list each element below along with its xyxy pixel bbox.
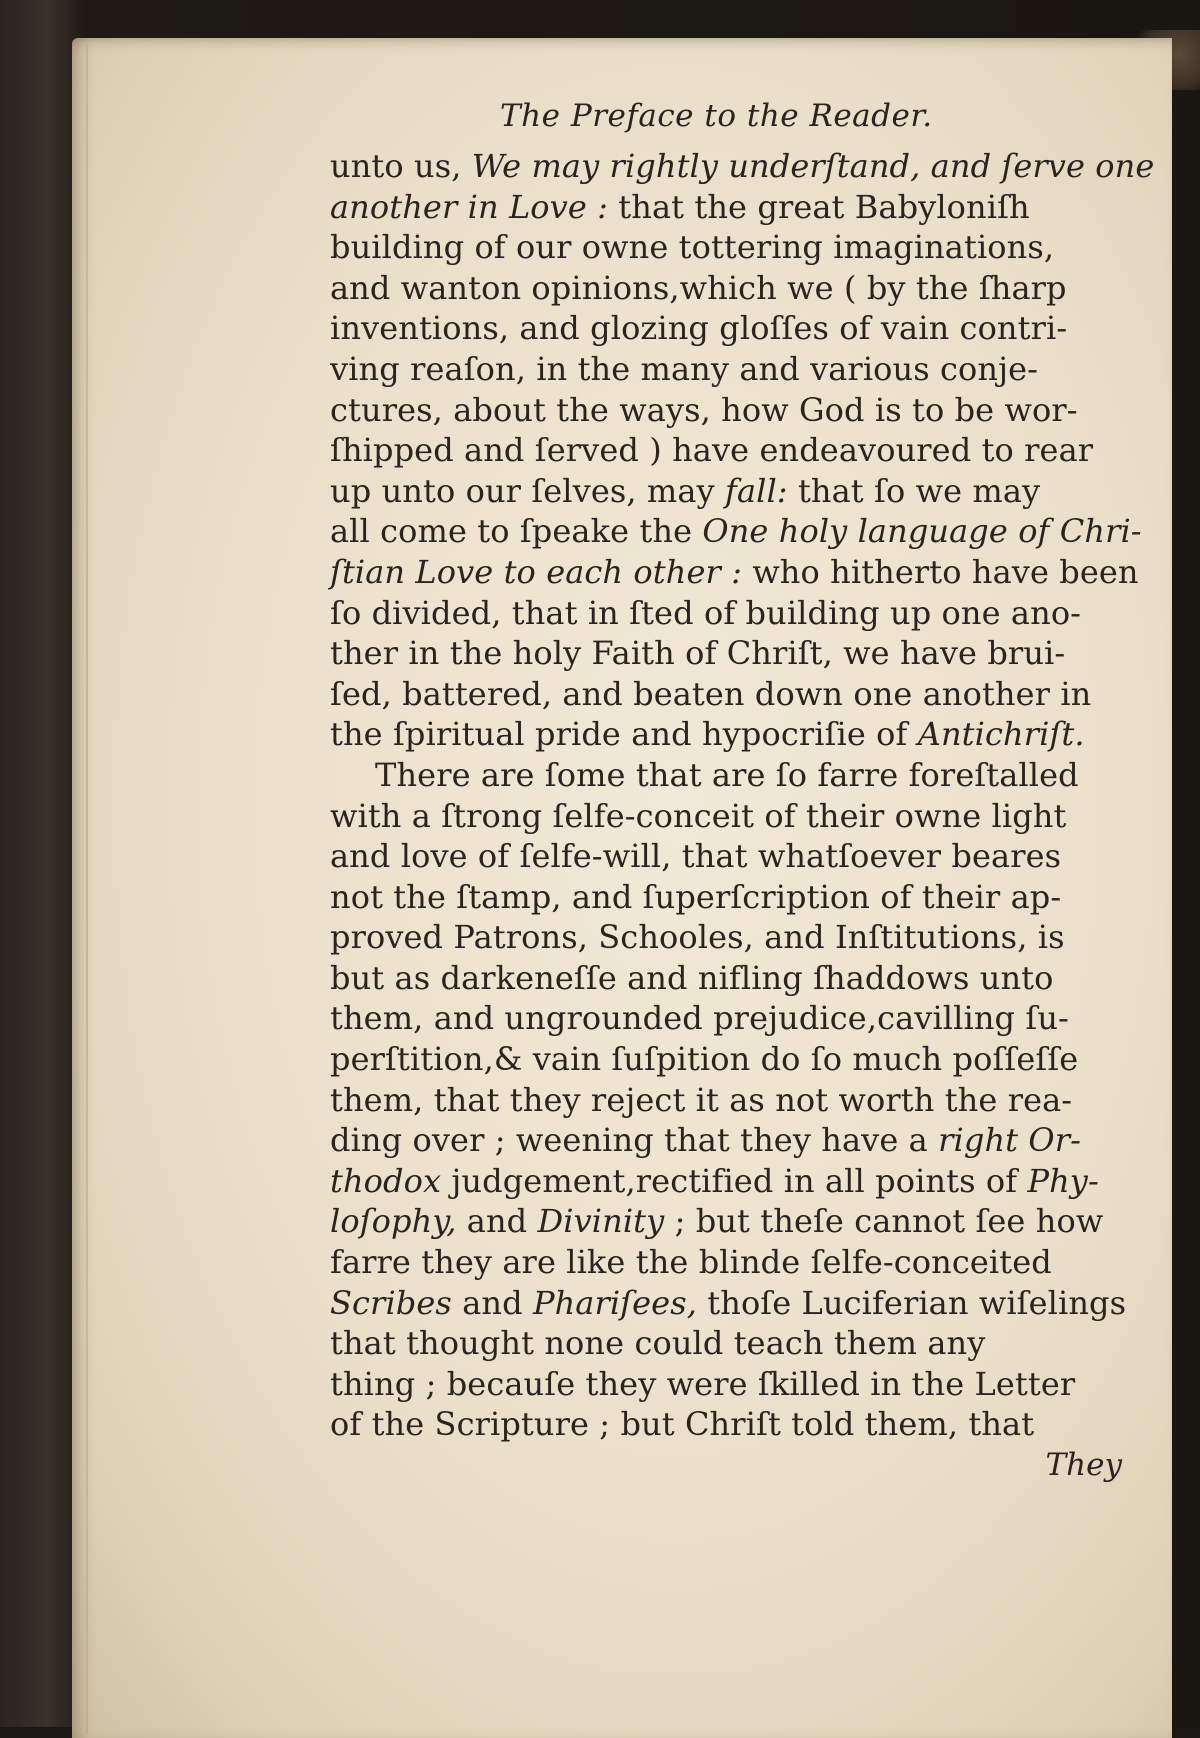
page-edge xyxy=(86,44,116,1734)
text-line xyxy=(330,1323,1130,1364)
roman-text: and xyxy=(456,1202,538,1241)
text-line xyxy=(330,349,1130,390)
roman-text: and wanton opinions,which we ( by the ſharp xyxy=(330,268,1067,307)
text-line xyxy=(330,390,1130,431)
roman-text: judgement,rectified in all points of xyxy=(441,1161,1028,1200)
body-text xyxy=(330,146,1155,1445)
roman-text: ſhipped and ſerved ) have endeavoured to rear xyxy=(330,431,1094,470)
italic-text: Phy- xyxy=(1027,1161,1099,1200)
text-line xyxy=(330,430,1130,471)
italic-text: loſophy, xyxy=(330,1202,457,1241)
text-line xyxy=(330,227,1130,268)
roman-text: ſed, battered, and beaten down one another in xyxy=(330,674,1092,713)
text-line xyxy=(330,1201,1130,1242)
text-line xyxy=(330,268,1130,309)
text-line xyxy=(330,308,1130,349)
roman-text: that the great Babyloniſh xyxy=(608,187,1030,226)
roman-text: farre they are like the blinde ſelfe-conceited xyxy=(330,1243,1052,1282)
roman-text: and love of ſelfe-will, that whatſoever beares xyxy=(330,837,1062,876)
italic-text: Scribes xyxy=(330,1283,452,1322)
running-head: The Preface to the Reader. xyxy=(500,98,933,134)
italic-text: Phariſees, xyxy=(532,1283,697,1322)
italic-text: right Or- xyxy=(938,1121,1082,1160)
roman-text: all come to ſpeake the xyxy=(330,512,703,551)
roman-text: but as darkeneſſe and nifling ſhaddows unto xyxy=(330,958,1054,997)
roman-text: ther in the holy Faith of Chriſt, we have brui- xyxy=(330,634,1066,673)
roman-text: perſtition,& vain ſuſpition do ſo much poſſeſſe xyxy=(330,1040,1079,1079)
roman-text: them, that they reject it as not worth the rea- xyxy=(330,1080,1073,1119)
roman-text: ving reaſon, in the many and various conje- xyxy=(330,349,1039,388)
roman-text: There are ſome that are ſo farre foreſtalled xyxy=(375,755,1079,794)
page-text-block xyxy=(330,90,1155,1483)
roman-text: thing ; becauſe they were ſkilled in the Letter xyxy=(330,1364,1076,1403)
roman-text: ctures, about the ways, how God is to be wor- xyxy=(330,390,1078,429)
text-line xyxy=(330,1404,1130,1445)
text-line xyxy=(330,1039,1130,1080)
text-line xyxy=(330,796,1130,837)
roman-text: ; but theſe cannot ſee how xyxy=(664,1202,1104,1241)
text-line xyxy=(330,836,1130,877)
text-line xyxy=(330,511,1142,552)
text-line xyxy=(330,1120,1130,1161)
roman-text: inventions, and glozing gloſſes of vain contri- xyxy=(330,309,1068,348)
roman-text: building of our owne tottering imaginations, xyxy=(330,228,1055,267)
text-line xyxy=(330,552,1139,593)
roman-text: not the ſtamp, and ſuperſcription of their ap- xyxy=(330,877,1062,916)
text-line xyxy=(330,714,1130,755)
text-line xyxy=(330,471,1130,512)
roman-text: proved Patrons, Schooles, and Inſtitutions, is xyxy=(330,918,1065,957)
text-line xyxy=(330,1080,1130,1121)
text-line xyxy=(330,958,1130,999)
text-line xyxy=(330,674,1130,715)
italic-text: Antichriſt. xyxy=(917,715,1085,754)
roman-text: them, and ungrounded prejudice,cavilling ſu- xyxy=(330,999,1069,1038)
text-line xyxy=(330,998,1130,1039)
text-line xyxy=(330,146,1155,187)
roman-text: unto us, xyxy=(330,147,472,185)
text-line xyxy=(330,1283,1130,1324)
roman-text: that thought none could teach them any xyxy=(330,1324,986,1363)
text-line xyxy=(330,917,1130,958)
roman-text: that ſo we may xyxy=(787,471,1041,510)
text-line xyxy=(330,593,1130,634)
text-line xyxy=(330,187,1130,228)
text-line xyxy=(330,1242,1130,1283)
catchword: They xyxy=(1045,1447,1122,1483)
roman-text: thoſe Luciferian wiſelings xyxy=(697,1283,1127,1322)
text-line xyxy=(330,633,1130,674)
text-line xyxy=(330,877,1130,918)
italic-text: another in Love : xyxy=(330,187,609,226)
italic-text: fall: xyxy=(725,471,788,510)
roman-text: of the Scripture ; but Chriſt told them, that xyxy=(330,1405,1035,1444)
roman-text: ſo divided, that in ſted of building up one ano- xyxy=(330,593,1082,632)
text-line xyxy=(330,755,1130,796)
roman-text: and xyxy=(451,1283,533,1322)
italic-text: ſtian Love to each other : xyxy=(330,552,743,591)
text-line xyxy=(330,1364,1130,1405)
roman-text: up unto our ſelves, may xyxy=(330,471,725,510)
roman-text: the ſpiritual pride and hypocriſie of xyxy=(330,715,918,754)
text-line xyxy=(330,1161,1130,1202)
roman-text: with a ſtrong ſelfe-conceit of their owne light xyxy=(330,796,1067,835)
italic-text: One holy language of Chri- xyxy=(702,512,1142,551)
roman-text: who hitherto have been xyxy=(742,552,1139,591)
italic-text: Divinity xyxy=(537,1202,665,1241)
italic-text: We may rightly underſtand, and ſerve one xyxy=(471,147,1155,185)
roman-text: ding over ; weening that they have a xyxy=(330,1121,939,1160)
italic-text: thodox xyxy=(330,1161,442,1200)
